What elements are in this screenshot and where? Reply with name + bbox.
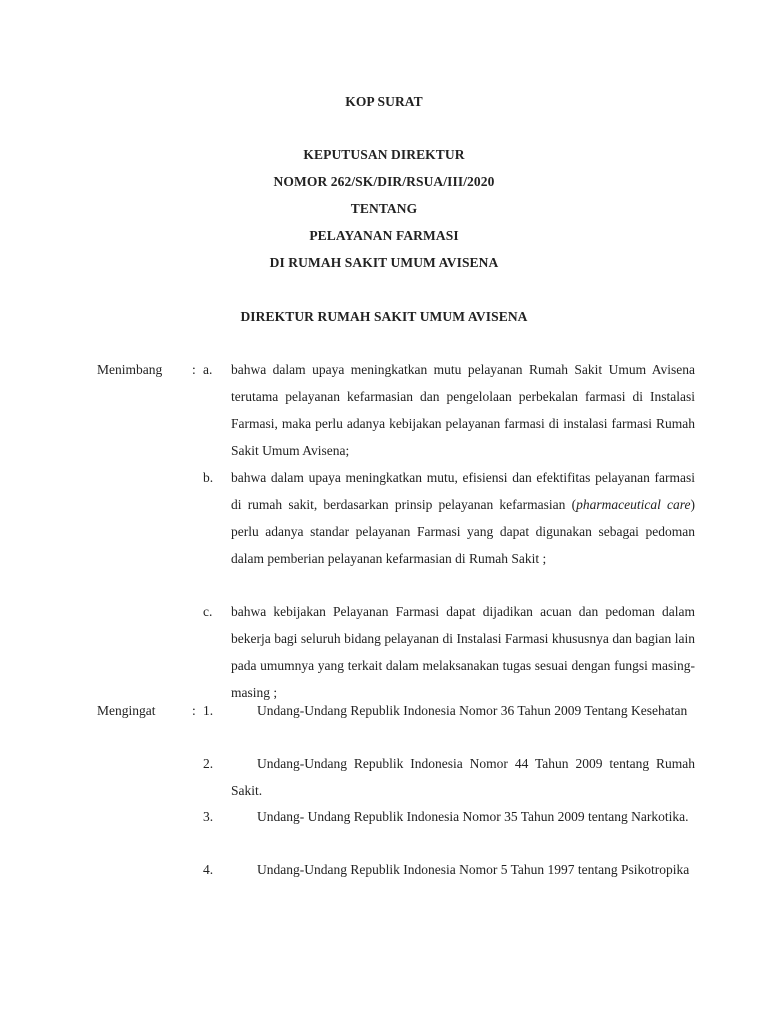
decree-subject-place: DI RUMAH SAKIT UMUM AVISENA [269, 255, 499, 270]
menimbang-marker-c: c. [203, 604, 213, 619]
kop-surat: KOP SURAT [345, 94, 423, 109]
menimbang-item-b-italic: pharmaceutical care [576, 497, 691, 512]
menimbang-item-a: bahwa dalam upaya meningkatkan mutu pelayanan Rumah Sakit Umum Avisena terutama pelayanan kefarmasian dan pengelolaan perbekalan farmasi di Instalasi Farmasi, maka perlu adanya kebijakan pelayanan farmasi di instalasi farmasi Rumah Sakit Umum Avisena; [231, 362, 695, 458]
menimbang-marker-a: a. [203, 362, 213, 377]
mengingat-item-2: Undang-Undang Republik Indonesia Nomor 44 Tahun 2009 tentang Rumah Sakit. [231, 756, 695, 798]
mengingat-marker-3: 3. [203, 809, 214, 824]
menimbang-label: Menimbang [97, 362, 163, 377]
mengingat-item-4: Undang-Undang Republik Indonesia Nomor 5 Tahun 1997 tentang Psikotropika [257, 862, 690, 877]
mengingat-marker-4: 4. [203, 862, 214, 877]
decree-number: NOMOR 262/SK/DIR/RSUA/III/2020 [273, 174, 495, 189]
mengingat-label: Mengingat [97, 703, 156, 718]
mengingat-item-1: Undang-Undang Republik Indonesia Nomor 36 Tahun 2009 Tentang Kesehatan [257, 703, 688, 718]
decree-subject: PELAYANAN FARMASI [309, 228, 459, 243]
menimbang-colon: : [192, 362, 196, 377]
mengingat-marker-2: 2. [203, 756, 214, 771]
mengingat-item-3: Undang- Undang Republik Indonesia Nomor 35 Tahun 2009 tentang Narkotika. [257, 809, 689, 824]
issuer-heading: DIREKTUR RUMAH SAKIT UMUM AVISENA [240, 309, 528, 324]
decree-title-line: TENTANG [350, 201, 418, 216]
menimbang-item-b-text: bahwa dalam upaya meningkatkan mutu, efisiensi dan efektifitas pelayanan farmasi di rumah sakit, berdasarkan prinsip pelayanan kefarmasian ( [231, 470, 695, 512]
menimbang-item-b-text-end: ) perlu adanya standar pelayanan Farmasi yang dapat digunakan sebagai pedoman dalam pemberian pelayanan kefarmasian di Rumah Sakit ; [231, 497, 696, 566]
menimbang-marker-b: b. [203, 470, 214, 485]
menimbang-item-b [231, 464, 695, 572]
mengingat-colon: : [192, 703, 196, 718]
menimbang-item-c: bahwa kebijakan Pelayanan Farmasi dapat dijadikan acuan dan pedoman dalam bekerja bagi seluruh bidang pelayanan di Instalasi Farmasi khususnya dan bagian lain pada umumnya yang terkait dalam melaksanakan tugas sesuai dengan fungsi masing-masing ; [231, 604, 695, 700]
decree-title-line: KEPUTUSAN DIREKTUR [303, 147, 465, 162]
mengingat-marker-1: 1. [203, 703, 214, 718]
